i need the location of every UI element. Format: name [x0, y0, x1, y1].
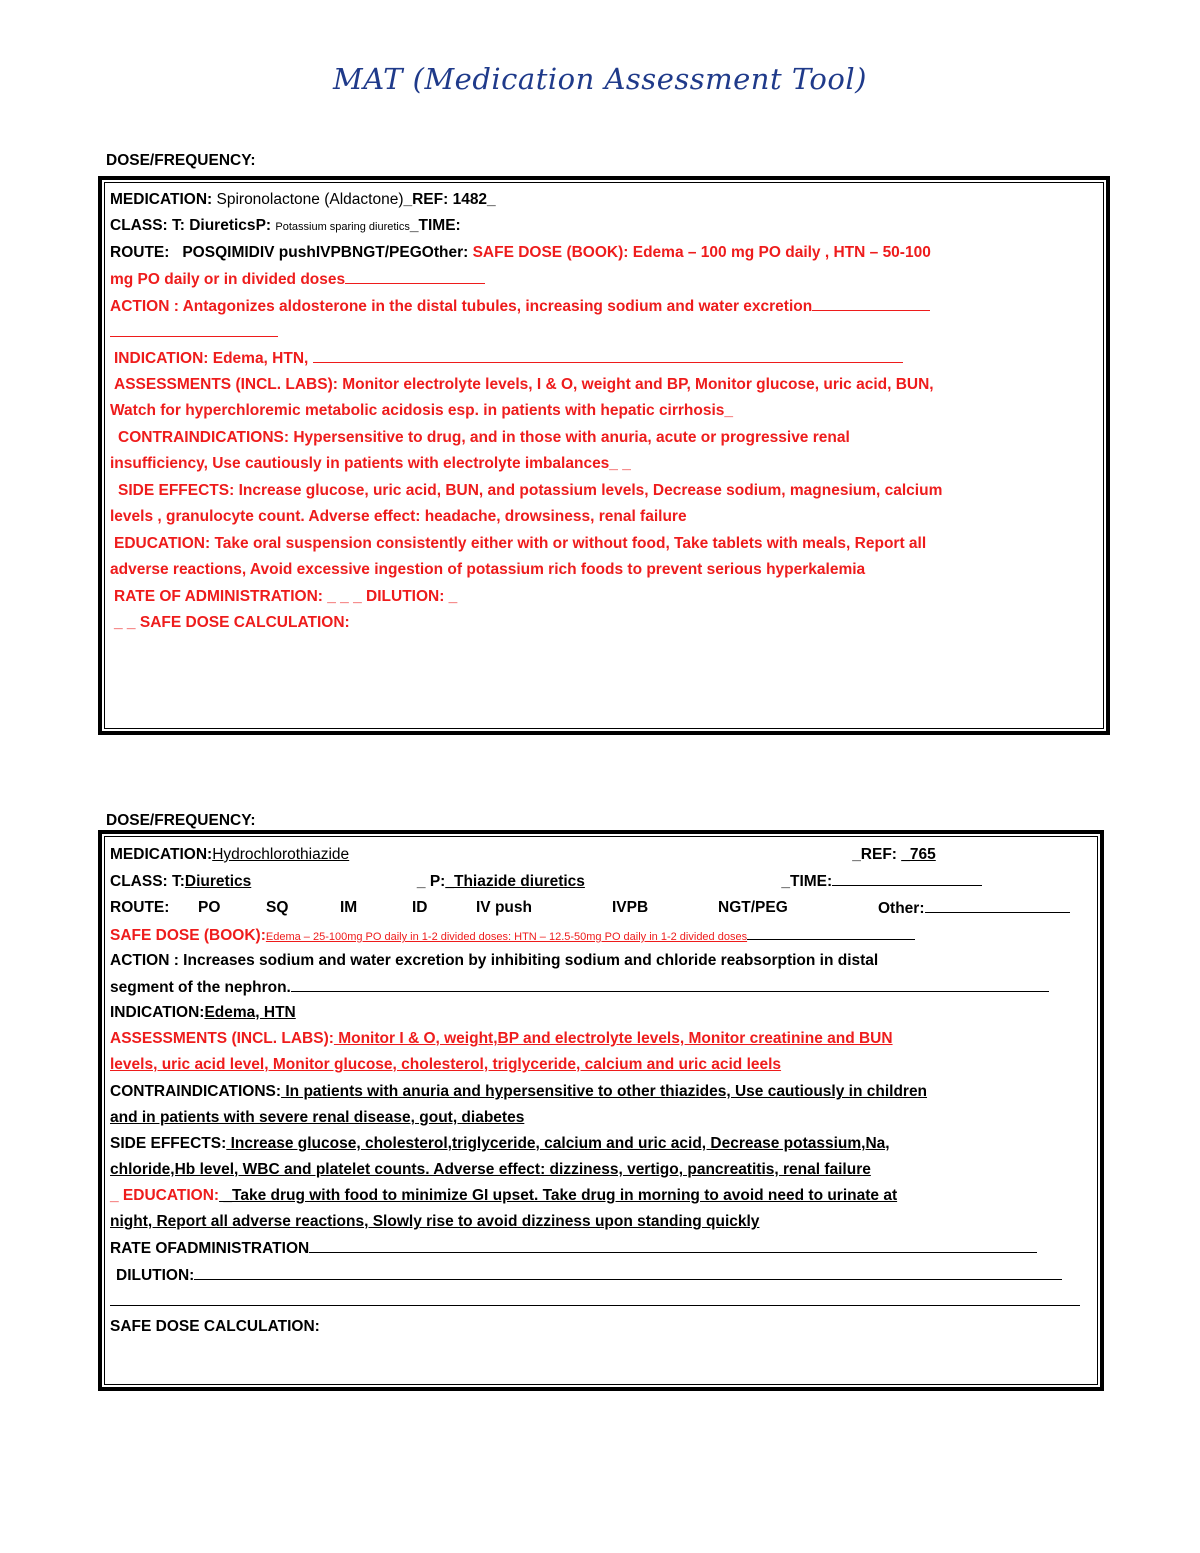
contraindications-cont-2: and in patients with severe renal disease, gout, diabetes — [110, 1109, 525, 1126]
reference-2: _765 — [901, 846, 936, 863]
indication-value-2: Edema, HTN — [204, 1004, 296, 1021]
safe-dose: SAFE DOSE (BOOK): Edema – 100 mg PO daily , HTN – 50-100 — [472, 244, 931, 261]
class-line: CLASS: T: DiureticsP: Potassium sparing diuretics_TIME: — [110, 217, 461, 234]
contraindications-cont: insufficiency, Use cautiously in patients with electrolyte imbalances_ _ — [110, 455, 631, 472]
route-ngt-peg: NGT/PEG — [718, 899, 788, 916]
route-im: IM — [340, 899, 358, 916]
assessments-cont: Watch for hyperchloremic metabolic acidosis esp. in patients with hepatic cirrhosis_ — [110, 402, 734, 419]
action-line-2: ACTION : Increases sodium and water excretion by inhibiting sodium and chloride reabsorption in distal — [110, 952, 879, 969]
medication-line-2: MEDICATION:Hydrochlorothiazide _REF: _765 — [110, 842, 1029, 868]
education-cont: adverse reactions, Avoid excessive ingestion of potassium rich foods to prevent serious hyperkalemia — [110, 561, 866, 578]
medication-line: MEDICATION: Spironolactone (Aldactone)_REF: 1482_ — [110, 191, 496, 208]
rate-line-2: RATE OFADMINISTRATION — [110, 1235, 1037, 1261]
route-line-2: ROUTE: PO SQ IM ID IV push IVPB NGT/PEG Other: — [110, 895, 1082, 921]
action-line: ACTION : Antagonizes aldosterone in the distal tubules, increasing sodium and water excretion — [110, 293, 930, 319]
indication-line-2: INDICATION:Edema, HTN — [110, 1000, 1066, 1026]
class-line-2: CLASS: T:Diuretics _ P:_Thiazide diuretics _TIME: — [110, 868, 982, 894]
action-fill — [110, 319, 278, 345]
pharm-class-2: _Thiazide diuretics — [445, 873, 585, 890]
rate-line: RATE OF ADMINISTRATION: _ _ _ DILUTION: _ — [114, 588, 458, 605]
dilution-line-2: DILUTION: — [116, 1262, 1062, 1288]
dose-frequency-label-2: DOSE/FREQUENCY: — [106, 812, 256, 829]
safe-dose-2: Edema – 25-100mg PO daily in 1-2 divided doses: HTN – 12.5-50mg PO daily in 1-2 divided doses — [265, 931, 748, 943]
route-sq: SQ — [266, 899, 289, 916]
route-id: ID — [412, 899, 428, 916]
assessments-line: ASSESSMENTS (INCL. LABS): Monitor electrolyte levels, I & O, weight and BP, Monitor glucose, uric acid, BUN, — [114, 376, 934, 393]
side-effects-line: SIDE EFFECTS: Increase glucose, uric acid, BUN, and potassium levels, Decrease sodium, magnesium, calcium — [118, 482, 943, 499]
assessments-cont-2: levels, uric acid level, Monitor glucose, cholesterol, triglyceride, calcium and uric acid leels — [110, 1056, 782, 1073]
side-effects-cont: levels , granulocyte count. Adverse effect: headache, drowsiness, renal failure — [110, 508, 687, 525]
safe-dose-line-2: SAFE DOSE (BOOK):Edema – 25-100mg PO daily in 1-2 divided doses: HTN – 12.5-50mg PO daily in 1-2 divided doses — [110, 922, 915, 948]
side-effects-line-2: SIDE EFFECTS: Increase glucose, cholesterol,triglyceride, calcium and uric acid, Decrease potassium,Na, — [110, 1135, 890, 1152]
education-cont-2: night, Report all adverse reactions, Slowly rise to avoid dizziness upon standing quickly — [110, 1213, 760, 1230]
safe-dose-cont: mg PO daily or in divided doses — [110, 266, 485, 292]
contraindications-line-2: CONTRAINDICATIONS: In patients with anuria and hypersensitive to other thiazides, Use cautiously in children — [110, 1083, 928, 1100]
route-iv-push: IV push — [476, 899, 532, 916]
blank-fill-line — [110, 1288, 1080, 1314]
assessments-line-2: ASSESSMENTS (INCL. LABS): Monitor I & O, weight,BP and electrolyte levels, Monitor creatinine and BUN — [110, 1030, 893, 1047]
safe-dose-calculation-2: SAFE DOSE CALCULATION: — [110, 1318, 320, 1335]
document-title: MAT (Medication Assessment Tool) — [333, 62, 867, 96]
safe-dose-calculation: _ _ SAFE DOSE CALCULATION: — [114, 614, 350, 631]
reference: _REF: 1482_ — [403, 191, 496, 208]
pharm-class: Potassium sparing diuretics — [275, 221, 410, 233]
route-other: Other: — [878, 900, 925, 917]
medication-name: Spironolactone (Aldactone) — [216, 191, 404, 208]
route-po: PO — [198, 899, 221, 916]
indication-line: INDICATION: Edema, HTN, — [114, 345, 903, 371]
dose-frequency-label: DOSE/FREQUENCY: — [106, 152, 256, 169]
route-line: ROUTE: POSQIMIDIV pushIVPBNGT/PEGOther: SAFE DOSE (BOOK): Edema – 100 mg PO daily , HTN – 50-100 — [110, 244, 931, 261]
education-line: EDUCATION: Take oral suspension consistently either with or without food, Take tablets with meals, Report all — [114, 535, 927, 552]
route-ivpb: IVPB — [612, 899, 649, 916]
side-effects-cont-2: chloride,Hb level, WBC and platelet counts. Adverse effect: dizziness, vertigo, pancreatitis, renal failure — [110, 1161, 871, 1178]
action-cont-2: segment of the nephron. — [110, 974, 1049, 1000]
education-line-2: _ EDUCATION: _Take drug with food to minimize GI upset. Take drug in morning to avoid need to urinate at — [110, 1187, 898, 1204]
medication-name-2: Hydrochlorothiazide — [212, 846, 350, 863]
contraindications-line: CONTRAINDICATIONS: Hypersensitive to drug, and in those with anuria, acute or progressive renal — [118, 429, 850, 446]
therapeutic-class: Diuretics — [184, 873, 252, 890]
